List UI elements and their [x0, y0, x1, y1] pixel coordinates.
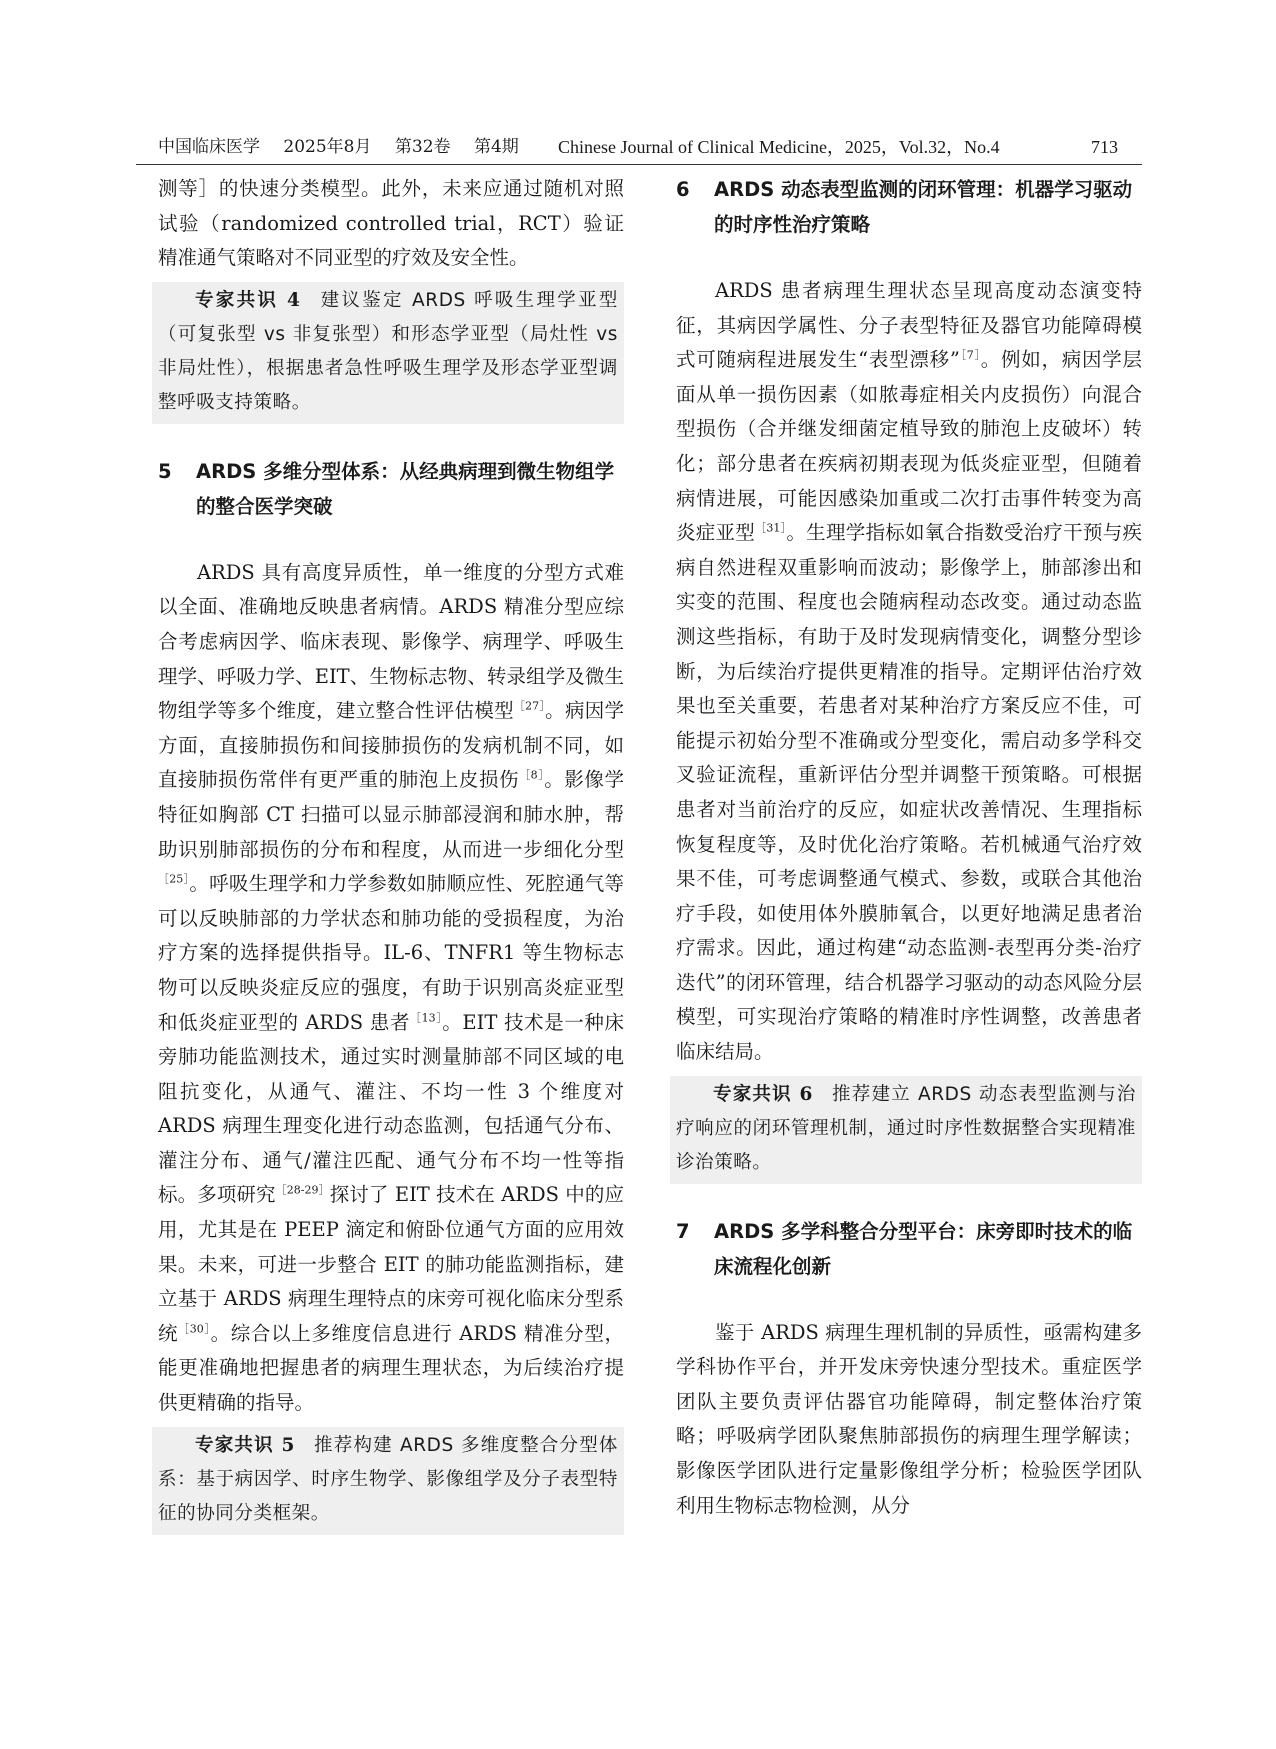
page-number: 713	[1091, 137, 1118, 157]
section-5-paragraph	[158, 556, 624, 1421]
text-run: 探讨了 EIT 技术在 ARDS 中的应用，尤其是在 PEEP 滴定和俯卧位通气方面的应用效果。未来，可进一步整合 EIT 的肺功能监测指标，建立基于 ARDS 病理生理特点的床旁可视化临床分型系统	[158, 1183, 624, 1345]
text-run: 。影像学特征如胸部 CT 扫描可以显示肺部浸润和肺水肿，帮助识别肺部损伤的分布和程度，从而进一步细化分型	[158, 768, 624, 861]
consensus-text: 建议鉴定 ARDS 呼吸生理学亚型（可复张型 vs 非复张型）和形态学亚型（局灶性 vs 非局灶性），根据患者急性呼吸生理学及形态学亚型调整呼吸支持策略。	[158, 289, 618, 413]
right-column	[676, 172, 1142, 1523]
running-header	[158, 132, 1118, 162]
consensus-box-5	[152, 1427, 624, 1535]
consensus-box-4	[152, 282, 624, 424]
citation-ref: ［28-29］	[275, 1183, 330, 1197]
journal-name-cn: 中国临床医学	[158, 137, 260, 157]
section-heading-5	[158, 454, 624, 524]
header-journal-info	[158, 132, 537, 162]
section-heading-6	[676, 172, 1142, 242]
citation-ref: ［7］	[959, 348, 981, 362]
journal-citation-en: Chinese Journal of Clinical Medicine，2025，Vol.32，No.4	[558, 137, 1000, 157]
text-run: ARDS 患者病理生理状态呈现高度动态演变特征，其病因学属性、分子表型特征及器官功能障碍模式可随病程进展发生“表型漂移”	[676, 279, 1142, 372]
consensus-text: 推荐构建 ARDS 多维度整合分型体系：基于病因学、时序生物学、影像组学及分子表型特征的协同分类框架。	[158, 1434, 618, 1524]
section-heading-7	[676, 1214, 1142, 1284]
section-title: ARDS 多学科整合分型平台：床旁即时技术的临床流程化创新	[714, 1219, 1133, 1278]
citation-ref: ［13］	[410, 1011, 443, 1024]
text-run: 。病因学方面，直接肺损伤和间接肺损伤的发病机制不同，如直接肺损伤常伴有更严重的肺泡上皮损伤	[158, 699, 624, 792]
consensus-text: 推荐建立 ARDS 动态表型监测与治疗响应的闭环管理机制，通过时序性数据整合实现精准诊治策略。	[676, 1083, 1136, 1173]
section-title: ARDS 多维分型体系：从经典病理到微生物组学的整合医学突破	[196, 459, 615, 518]
text-run: 。生理学指标如氧合指数受治疗干预与疾病自然进程双重影响而波动；影像学上，肺部渗出和实变的范围、程度也会随病程动态改变。通过动态监测这些指标，有助于及时发现病情变化，调整分型诊断，为后续治疗提供更精准的指导。定期评估治疗效果也至关重要，若患者对某种治疗方案反应不佳，可能提示初始分型不准确或分型变化，需启动多学科交叉验证流程，重新评估分型并调整干预策略。可根据患者对当前治疗的反应，如症状改善情况、生理指标恢复程度等，及时优化治疗策略。若机械通气治疗效果不佳，可考虑调整通气模式、参数，或联合其他治疗手段，如使用体外膜肺氧合，以更好地满足患者治疗需求。因此，通过构建“动态监测-表型再分类-治疗迭代”的闭环管理，结合机器学习驱动的动态风险分层模型，可实现治疗策略的精准时序性调整，改善患者临床结局。	[676, 521, 1142, 1064]
citation-ref: ［25］	[158, 872, 190, 886]
consensus-box-6	[670, 1076, 1142, 1184]
text-run: 。综合以上多维度信息进行 ARDS 精准分型，能更准确地把握患者的病理生理状态，为后续治疗提供更精确的指导。	[158, 1321, 624, 1415]
citation-ref: ［30］	[178, 1322, 211, 1336]
consensus-label: 专家共识 5	[195, 1434, 295, 1456]
consensus-label: 专家共识 6	[713, 1083, 813, 1105]
text-run: 。例如，病因学层面从单一损伤因素（如脓毒症相关内皮损伤）向混合型损伤（合并继发细菌定植导致的肺泡上皮破坏）转化；部分患者在疾病初期表现为低炎症亚型，但随着病情进展，可能因感染加重或二次打击事件转变为高炎症亚型	[676, 348, 1142, 545]
citation-ref: ［8］	[519, 768, 545, 782]
section-title: ARDS 动态表型监测的闭环管理：机器学习驱动的时序性治疗策略	[714, 178, 1133, 236]
continuation-paragraph: 测等］的快速分类模型。此外，未来应通过随机对照试验（randomized controlled trial，RCT）验证精准通气策略对不同亚型的疗效及安全性。	[158, 177, 624, 270]
left-column	[158, 172, 624, 1535]
citation-ref: ［27］	[513, 699, 546, 713]
text-run: 。EIT 技术是一种床旁肺功能监测技术，通过实时测量肺部不同区域的电阻抗变化，从通气、灌注、不均一性 3 个维度对 ARDS 病理生理变化进行动态监测，包括通气分布、灌注分布、通气/灌注匹配、通气分布不均一性等指标。多项研究	[158, 1010, 625, 1207]
header-rule	[136, 164, 1142, 165]
section-6-paragraph	[676, 274, 1142, 1070]
section-7-paragraph: 鉴于 ARDS 病理生理机制的异质性，亟需构建多学科协作平台，并开发床旁快速分型技术。重症医学团队主要负责评估器官功能障碍，制定整体治疗策略；呼吸病学团队聚焦肺部损伤的病理生理学解读；影像医学团队进行定量影像组学分析；检验医学团队利用生物标志物检测，从分	[676, 1320, 1142, 1517]
text-run: ARDS 具有高度异质性，单一维度的分型方式难以全面、准确地反映患者病情。ARDS 精准分型应综合考虑病因学、临床表现、影像学、病理学、呼吸生理学、呼吸力学、EIT、生物标志物、转录组学及微生物组学等多个维度，建立整合性评估模型	[158, 560, 624, 723]
section-number: 6	[676, 178, 690, 201]
issue-date-cn: 2025年8月	[283, 137, 372, 157]
citation-ref: ［31］	[755, 521, 787, 535]
issue-cn: 第4期	[473, 137, 519, 157]
section-number: 5	[158, 459, 172, 483]
consensus-label: 专家共识 4	[195, 289, 301, 311]
text-run: 。呼吸生理学和力学参数如肺顺应性、死腔通气等可以反映肺部的力学状态和肺功能的受损程度，为治疗方案的选择提供指导。IL-6、TNFR1 等生物标志物可以反映炎症反应的强度，有助于识别高炎症亚型和低炎症亚型的 ARDS 患者	[158, 872, 624, 1034]
volume-cn: 第32卷	[394, 137, 451, 157]
section-number: 7	[676, 1219, 690, 1243]
